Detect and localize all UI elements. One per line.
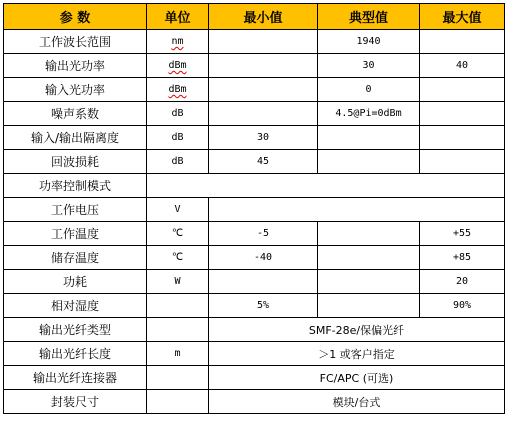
unit-cell bbox=[147, 150, 209, 174]
param-cell: 功耗 bbox=[4, 270, 147, 294]
min-cell: -40 bbox=[209, 246, 318, 270]
value-span-cell bbox=[147, 174, 505, 198]
unit-cell bbox=[147, 198, 209, 222]
max-cell: 90% bbox=[420, 294, 505, 318]
typ-cell bbox=[318, 126, 420, 150]
typ-cell bbox=[318, 270, 420, 294]
table-row bbox=[4, 126, 505, 150]
min-cell: 45 bbox=[209, 150, 318, 174]
unit-text: W bbox=[174, 276, 181, 287]
typ-cell bbox=[318, 150, 420, 174]
unit-cell bbox=[147, 318, 209, 342]
table-row bbox=[4, 150, 505, 174]
unit-text: ℃ bbox=[171, 252, 184, 263]
table-row bbox=[4, 294, 505, 318]
unit-cell bbox=[147, 30, 209, 54]
max-cell bbox=[420, 30, 505, 54]
header-typ: 典型值 bbox=[318, 4, 420, 30]
param-cell: 工作电压 bbox=[4, 198, 147, 222]
table-row bbox=[4, 54, 505, 78]
param-cell: 回波损耗 bbox=[4, 150, 147, 174]
value-span-cell: ＞1 或客户指定 bbox=[209, 342, 505, 366]
unit-text: ℃ bbox=[171, 228, 184, 239]
header-unit: 单位 bbox=[147, 4, 209, 30]
unit-text: m bbox=[174, 348, 181, 359]
unit-text: dBm bbox=[168, 60, 187, 71]
min-cell: -5 bbox=[209, 222, 318, 246]
table-body bbox=[4, 30, 505, 414]
param-cell: 封装尺寸 bbox=[4, 390, 147, 414]
table-row bbox=[4, 198, 505, 222]
param-cell: 输出光功率 bbox=[4, 54, 147, 78]
spec-table bbox=[3, 3, 505, 414]
table-row bbox=[4, 270, 505, 294]
header-min: 最小值 bbox=[209, 4, 318, 30]
min-cell: 5% bbox=[209, 294, 318, 318]
table-row bbox=[4, 102, 505, 126]
value-span-cell: 模块/台式 bbox=[209, 390, 505, 414]
table-row bbox=[4, 78, 505, 102]
param-cell: 工作温度 bbox=[4, 222, 147, 246]
unit-text: dB bbox=[171, 156, 184, 167]
unit-cell bbox=[147, 270, 209, 294]
max-cell bbox=[420, 78, 505, 102]
unit-cell bbox=[147, 342, 209, 366]
value-span-cell: FC/APC (可选) bbox=[209, 366, 505, 390]
unit-cell bbox=[147, 390, 209, 414]
max-cell: +55 bbox=[420, 222, 505, 246]
max-cell bbox=[420, 126, 505, 150]
typ-cell: 0 bbox=[318, 78, 420, 102]
param-cell: 噪声系数 bbox=[4, 102, 147, 126]
param-cell: 功率控制模式 bbox=[4, 174, 147, 198]
value-span-cell: SMF-28e/保偏光纤 bbox=[209, 318, 505, 342]
table-row bbox=[4, 366, 505, 390]
header-param: 参 数 bbox=[4, 4, 147, 30]
unit-cell bbox=[147, 294, 209, 318]
table-row bbox=[4, 174, 505, 198]
unit-text: V bbox=[174, 204, 181, 215]
param-cell: 储存温度 bbox=[4, 246, 147, 270]
param-cell: 输出光纤长度 bbox=[4, 342, 147, 366]
min-cell bbox=[209, 30, 318, 54]
unit-cell bbox=[147, 366, 209, 390]
min-cell bbox=[209, 78, 318, 102]
min-cell: 30 bbox=[209, 126, 318, 150]
table-row bbox=[4, 30, 505, 54]
max-cell: 40 bbox=[420, 54, 505, 78]
param-cell: 工作波长范围 bbox=[4, 30, 147, 54]
param-cell: 输出光纤连接器 bbox=[4, 366, 147, 390]
unit-cell bbox=[147, 78, 209, 102]
max-cell: 20 bbox=[420, 270, 505, 294]
unit-cell bbox=[147, 246, 209, 270]
table-row bbox=[4, 342, 505, 366]
typ-cell: 4.5@Pi=0dBm bbox=[318, 102, 420, 126]
max-cell bbox=[420, 150, 505, 174]
table-row bbox=[4, 318, 505, 342]
header-row bbox=[4, 4, 505, 30]
unit-text: dB bbox=[171, 108, 184, 119]
table-row bbox=[4, 246, 505, 270]
typ-cell bbox=[318, 294, 420, 318]
header-max: 最大值 bbox=[420, 4, 505, 30]
typ-cell bbox=[318, 222, 420, 246]
unit-cell bbox=[147, 54, 209, 78]
value-span-cell bbox=[209, 198, 505, 222]
min-cell bbox=[209, 54, 318, 78]
max-cell: +85 bbox=[420, 246, 505, 270]
typ-cell: 30 bbox=[318, 54, 420, 78]
unit-text: nm bbox=[171, 36, 184, 47]
min-cell bbox=[209, 270, 318, 294]
max-cell bbox=[420, 102, 505, 126]
typ-cell: 1940 bbox=[318, 30, 420, 54]
table-row bbox=[4, 222, 505, 246]
table-row bbox=[4, 390, 505, 414]
param-cell: 输出光纤类型 bbox=[4, 318, 147, 342]
unit-cell bbox=[147, 102, 209, 126]
param-cell: 相对湿度 bbox=[4, 294, 147, 318]
param-cell: 输入光功率 bbox=[4, 78, 147, 102]
unit-cell bbox=[147, 126, 209, 150]
param-cell: 输入/输出隔离度 bbox=[4, 126, 147, 150]
unit-text: dB bbox=[171, 132, 184, 143]
unit-text: dBm bbox=[168, 84, 187, 95]
min-cell bbox=[209, 102, 318, 126]
typ-cell bbox=[318, 246, 420, 270]
unit-cell bbox=[147, 222, 209, 246]
